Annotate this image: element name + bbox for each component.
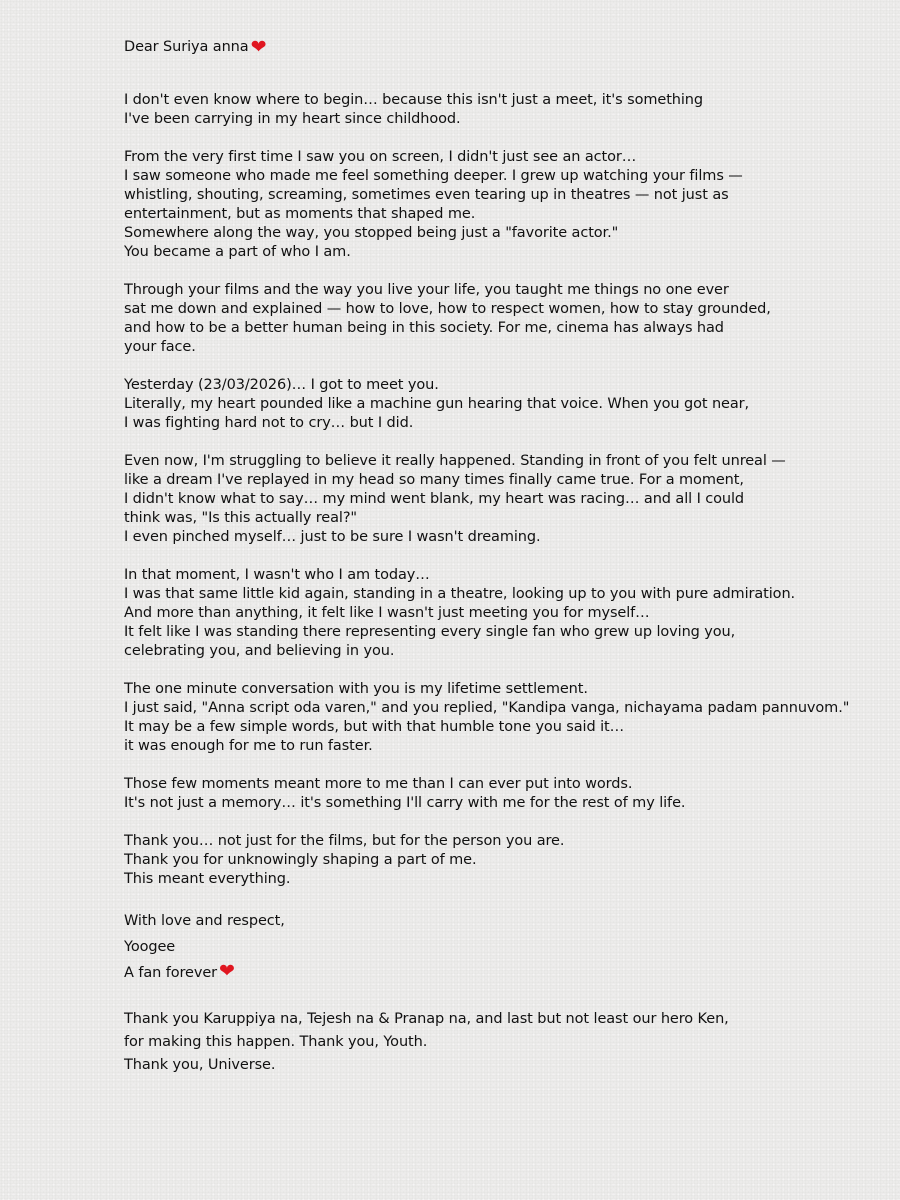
- paragraph-7: [124, 680, 864, 756]
- text-line: Through your films and the way you live your life, you taught me things no one ever: [124, 282, 729, 298]
- text-line: Thank you for unknowingly shaping a part of me.: [124, 852, 477, 868]
- greeting: Dear Suriya anna: [124, 39, 249, 55]
- text-line: Literally, my heart pounded like a machine gun hearing that voice. When you got near,: [124, 396, 750, 412]
- text-line: Even now, I'm struggling to believe it really happened. Standing in front of you felt unreal —: [124, 453, 786, 469]
- text-line: Somewhere along the way, you stopped being just a "favorite actor.": [124, 225, 619, 241]
- paragraph-5: [124, 452, 864, 547]
- text-line: celebrating you, and believing in you.: [124, 643, 395, 659]
- paragraph-9: [124, 832, 864, 889]
- text-line: The one minute conversation with you is my lifetime settlement.: [124, 681, 588, 697]
- paragraph-2: [124, 148, 864, 262]
- text-line: This meant everything.: [124, 871, 291, 887]
- text-line: I've been carrying in my heart since childhood.: [124, 111, 461, 127]
- signoff: [124, 908, 864, 986]
- text-line: I didn't know what to say… my mind went blank, my heart was racing… and all I could: [124, 491, 745, 507]
- paragraph-3: [124, 281, 864, 357]
- text-line: Those few moments meant more to me than I can ever put into words.: [124, 776, 633, 792]
- paragraph-6: [124, 566, 864, 661]
- text-line: In that moment, I wasn't who I am today…: [124, 567, 430, 583]
- text-line: You became a part of who I am.: [124, 244, 351, 260]
- text-line: and how to be a better human being in this society. For me, cinema has always had: [124, 320, 724, 336]
- paragraph-1: [124, 91, 864, 129]
- tagline: A fan forever: [124, 965, 218, 981]
- tagline-line: [124, 960, 864, 986]
- text-line: From the very first time I saw you on screen, I didn't just see an actor…: [124, 149, 637, 165]
- letter: [124, 38, 864, 1077]
- heart-icon: ❤: [250, 36, 267, 58]
- text-line: I even pinched myself… just to be sure I wasn't dreaming.: [124, 529, 541, 545]
- text-line: I was that same little kid again, standing in a theatre, looking up to you with pure admiration.: [124, 586, 796, 602]
- text-line: Thank you, Universe.: [124, 1057, 276, 1073]
- paragraph-4: [124, 376, 864, 433]
- thanks-section: [124, 1008, 864, 1077]
- text-line: It felt like I was standing there representing every single fan who grew up loving you,: [124, 624, 736, 640]
- text-line: I don't even know where to begin… because this isn't just a meet, it's something: [124, 92, 703, 108]
- text-line: think was, "Is this actually real?": [124, 510, 358, 526]
- text-line: Thank you Karuppiya na, Tejesh na & Pranap na, and last but not least our hero Ken,: [124, 1011, 729, 1027]
- text-line: Thank you… not just for the films, but for the person you are.: [124, 833, 565, 849]
- text-line: sat me down and explained — how to love, how to respect women, how to stay grounded,: [124, 301, 771, 317]
- heart-icon: ❤: [219, 960, 235, 982]
- text-line: whistling, shouting, screaming, sometimes even tearing up in theatres — not just as: [124, 187, 729, 203]
- text-line: it was enough for me to run faster.: [124, 738, 373, 754]
- text-line: I saw someone who made me feel something deeper. I grew up watching your films —: [124, 168, 743, 184]
- text-line: I just said, "Anna script oda varen," and you replied, "Kandipa vanga, nichayama padam pannuvom.": [124, 700, 850, 716]
- text-line: like a dream I've replayed in my head so many times finally came true. For a moment,: [124, 472, 744, 488]
- greeting-line: [124, 38, 864, 57]
- text-line: entertainment, but as moments that shaped me.: [124, 206, 476, 222]
- text-line: It may be a few simple words, but with that humble tone you said it…: [124, 719, 624, 735]
- text-line: I was fighting hard not to cry… but I did.: [124, 415, 414, 431]
- text-line: Yesterday (23/03/2026)… I got to meet you.: [124, 377, 439, 393]
- signature-name: Yoogee: [124, 939, 176, 955]
- paragraph-8: [124, 775, 864, 813]
- text-line: It's not just a memory… it's something I'll carry with me for the rest of my life.: [124, 795, 686, 811]
- closing: With love and respect,: [124, 913, 285, 929]
- text-line: for making this happen. Thank you, Youth.: [124, 1034, 428, 1050]
- text-line: And more than anything, it felt like I wasn't just meeting you for myself…: [124, 605, 650, 621]
- text-line: your face.: [124, 339, 196, 355]
